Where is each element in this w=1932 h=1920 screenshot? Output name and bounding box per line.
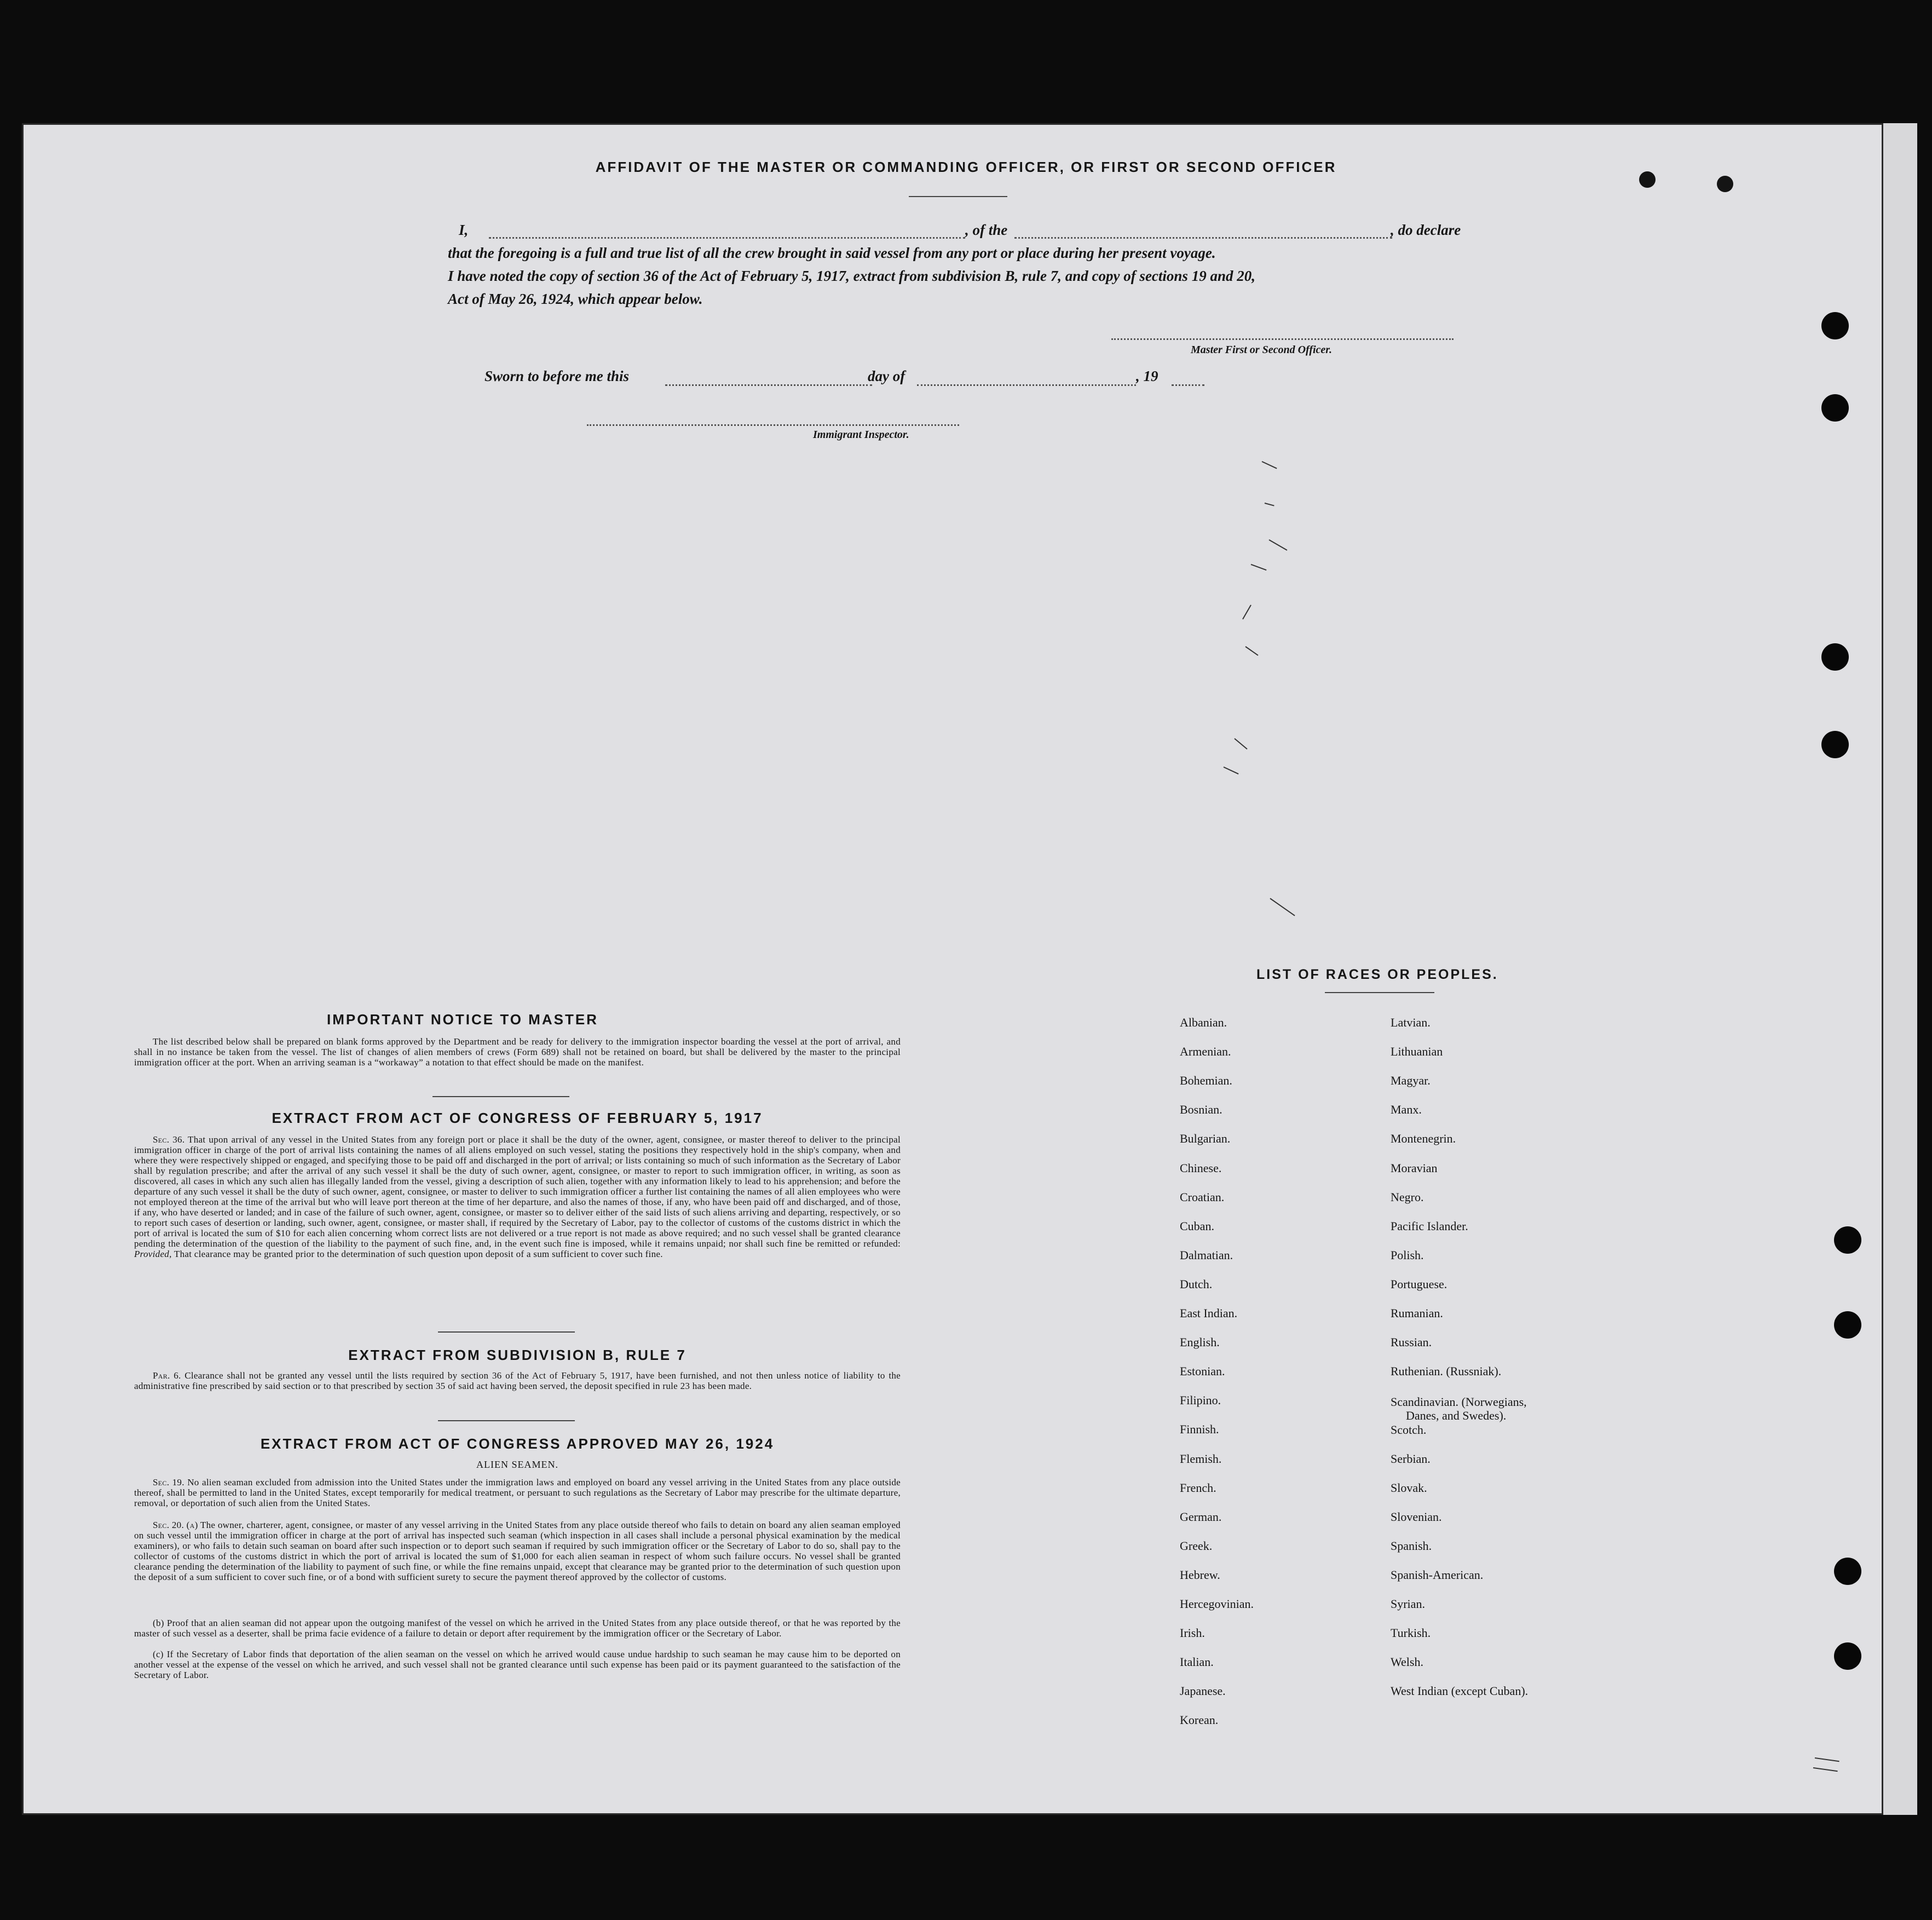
inspector-caption: Immigrant Inspector. bbox=[813, 429, 909, 441]
race-item: Cuban. bbox=[1180, 1219, 1214, 1233]
race-item: Turkish. bbox=[1391, 1626, 1431, 1640]
race-item: Bosnian. bbox=[1180, 1103, 1222, 1116]
notice-text: The list described below shall be prepared on blank forms approved by the Department and be ready for delivery to the immigration inspector boarding the vessel at the port of arrival, and shall in no instance be taken from the vessel. The list of changes of alien members of crews (Form 689) shall not be retained on board, but shall be delivered by the master to the principal immigration officer at the port. When an arriving seaman is a “workaway” a notation to that effect should be made on the manifest. bbox=[134, 1036, 901, 1068]
sec-20a-text bbox=[134, 1520, 901, 1582]
race-item: Japanese. bbox=[1180, 1684, 1226, 1698]
race-item: Montenegrin. bbox=[1391, 1132, 1456, 1145]
race-item: Portuguese. bbox=[1391, 1277, 1447, 1291]
sworn-year-field[interactable] bbox=[1172, 384, 1204, 386]
extract-1917-title: EXTRACT FROM ACT OF CONGRESS OF FEBRUARY 5, 1917 bbox=[272, 1110, 763, 1126]
title-rule bbox=[909, 196, 1007, 197]
sec-20c-text: (c) If the Secretary of Labor finds that deportation of the alien seaman on the vessel on which he arrived would cause undue hardship to such seaman he may cause him to be deported on another vessel at the expense of the vessel on which he arrived, and such vessel shall not be granted clearance until such expense has been paid or its payment guaranteed to the satisfaction of the Secretary of Labor. bbox=[134, 1649, 901, 1680]
punch-hole bbox=[1717, 176, 1733, 192]
race-item: Syrian. bbox=[1391, 1597, 1425, 1611]
sworn-date-field[interactable] bbox=[665, 384, 872, 386]
race-item: Lithuanian bbox=[1391, 1045, 1443, 1058]
section-label: Sec. 20. (a) bbox=[153, 1520, 198, 1530]
section-body: The owner, charterer, agent, consignee, or master of any vessel arriving in the United States from any place outside thereof who fails to detain on board any alien seaman employed on such vessel until the immigration officer in charge at the port of arrival has inspected such seaman (which inspection in all cases shall include a personal physical examination by the medical examiners), or who fails to detain such seaman on board after such inspection or to deport such seaman if required by such immigration officer or the Secretary of Labor to do so, shall pay to the collector of customs of the customs district in which the port of arrival is located the sum of $1,000 for each alien seaman in respect of whom such failure occurs. No vessel shall be granted clearance pending the determination of the liability to payment of such fine, or while the fine remains unpaid, except that clearance may be granted prior to the determination of such question upon the deposit of a sum sufficient to cover such fine, or of a bond with sufficient surety to secure the payment thereof approved by the collector of customs. bbox=[134, 1520, 901, 1582]
race-item: East Indian. bbox=[1180, 1306, 1238, 1320]
race-item: Chinese. bbox=[1180, 1161, 1222, 1175]
section-rule bbox=[432, 1096, 569, 1097]
rule-7-title: EXTRACT FROM SUBDIVISION B, RULE 7 bbox=[348, 1347, 687, 1363]
notice-title: IMPORTANT NOTICE TO MASTER bbox=[327, 1011, 598, 1028]
punch-hole bbox=[1821, 394, 1849, 422]
race-item: Russian. bbox=[1391, 1335, 1432, 1349]
race-item: Hebrew. bbox=[1180, 1568, 1220, 1582]
race-item: Dutch. bbox=[1180, 1277, 1213, 1291]
punch-hole bbox=[1821, 643, 1849, 671]
section-body-end: That clearance may be granted prior to the determination of such question upon deposit of a sum sufficient to cover such fine. bbox=[174, 1249, 663, 1259]
section-body: That upon arrival of any vessel in the United States from any foreign port or place it shall be the duty of the owner, agent, consignee, or master thereof to deliver to the principal immigration officer in charge of the port of arrival lists containing the names of all aliens employed on such vessel, stating the positions they respectively hold in the ship's company, when and where they were respectively shipped or engaged, and specifying those to be paid off and discharged in the port of arrival; or lists containing so much of such information as the Secretary of Labor shall by regulation prescribe; and after the arrival of any such vessel it shall be the duty of such owner, agent, consignee, or master to report to such immigration officer, in writing, as soon as discovered, all cases in which any such alien has illegally landed from the vessel, giving a description of such alien, together with any information likely to lead to his apprehension; and before the departure of any such vessel it shall be the duty of such owner, agent, consignee, or master to deliver to such immigration officer a further list containing the names of all alien employees who were not employed thereon at the time of the arrival but who will leave port thereon at the time of her departure, and also the names of those, if any, who have been paid off and discharged, and of those, if any, who have deserted or landed; and in case of the failure of such owner, agent, consignee, or master so to deliver either of the said lists of such aliens arriving and departing, respectively, or so to report such cases of desertion or landing, such owner, agent, consignee, or master shall, if required by the Secretary of Labor, pay to the collector of customs of the customs district in which the port of arrival is located the sum of $10 for each alien concerning whom correct lists are not delivered or a true report is not made as above required; and no such vessel shall be granted clearance pending the determination of the question of the liability to the payment of such fine, and, in the event such fine is imposed, while it remains unpaid; nor shall such fine be remitted or refunded: bbox=[134, 1134, 901, 1249]
affidavit-title: AFFIDAVIT OF THE MASTER OR COMMANDING OFFICER, OR FIRST OR SECOND OFFICER bbox=[595, 159, 1337, 175]
name-field[interactable] bbox=[489, 237, 965, 239]
signature-line[interactable] bbox=[1111, 338, 1454, 340]
race-item: Hercegovinian. bbox=[1180, 1597, 1254, 1611]
race-item: Finnish. bbox=[1180, 1422, 1219, 1436]
vessel-field[interactable] bbox=[1014, 237, 1392, 239]
declaration-line-3: I have noted the copy of section 36 of the Act of February 5, 1917, extract from subdivision B, rule 7, and copy of sections 19 and 20, bbox=[448, 268, 1255, 284]
race-item: Albanian. bbox=[1180, 1016, 1227, 1029]
races-title: LIST OF RACES OR PEOPLES. bbox=[1256, 967, 1498, 982]
race-item: Magyar. bbox=[1391, 1074, 1431, 1087]
section-label: Sec. 19. bbox=[153, 1477, 184, 1487]
race-item: Danes, and Swedes). bbox=[1406, 1409, 1507, 1422]
race-item: Greek. bbox=[1180, 1539, 1213, 1553]
race-item: Rumanian. bbox=[1391, 1306, 1443, 1320]
sec-19-text bbox=[134, 1477, 901, 1508]
declaration-line-2: that the foregoing is a full and true list of all the crew brought in said vessel from any port or place during her present voyage. bbox=[448, 245, 1216, 261]
declaration-line-1 bbox=[448, 222, 1510, 241]
declaration-i: I, bbox=[459, 222, 469, 238]
race-item: Scotch. bbox=[1391, 1423, 1427, 1437]
declaration-line-4: Act of May 26, 1924, which appear below. bbox=[448, 291, 703, 307]
sec-20b-text: (b) Proof that an alien seaman did not appear upon the outgoing manifest of the vessel on which he arrived in the United States from any place outside thereof, or that he was reported by the master of such vessel as a deserter, shall be prima facie evidence of a failure to detain or deport after requirement by the immigration officer or the Secretary of Labor. bbox=[134, 1618, 901, 1639]
provided-label: Provided, bbox=[134, 1249, 172, 1259]
declaration-do-declare: , do declare bbox=[1391, 222, 1461, 238]
sworn-month-field[interactable] bbox=[917, 384, 1136, 386]
alien-seamen-subtitle: ALIEN SEAMEN. bbox=[476, 1459, 558, 1470]
sworn-prefix: Sworn to before me this bbox=[485, 368, 630, 384]
extract-1917-text bbox=[134, 1134, 901, 1259]
race-item: Italian. bbox=[1180, 1655, 1214, 1669]
race-item: Filipino. bbox=[1180, 1393, 1221, 1407]
race-item: Slovenian. bbox=[1391, 1510, 1442, 1524]
extract-1924-title: EXTRACT FROM ACT OF CONGRESS APPROVED MAY 26, 1924 bbox=[260, 1435, 775, 1452]
race-item: Bulgarian. bbox=[1180, 1132, 1231, 1145]
race-item: Polish. bbox=[1391, 1248, 1424, 1262]
race-item: Spanish. bbox=[1391, 1539, 1432, 1553]
race-item: Welsh. bbox=[1391, 1655, 1423, 1669]
punch-hole bbox=[1834, 1558, 1861, 1585]
race-item: Pacific Islander. bbox=[1391, 1219, 1468, 1233]
race-item: Ruthenian. (Russniak). bbox=[1391, 1364, 1502, 1378]
punch-hole bbox=[1834, 1642, 1861, 1670]
race-item: Slovak. bbox=[1391, 1481, 1427, 1495]
race-item: French. bbox=[1180, 1481, 1216, 1495]
race-item: Manx. bbox=[1391, 1103, 1422, 1116]
section-label: Sec. 36. bbox=[153, 1134, 185, 1145]
race-item: English. bbox=[1180, 1335, 1220, 1349]
race-item: Dalmatian. bbox=[1180, 1248, 1233, 1262]
punch-hole bbox=[1821, 312, 1849, 339]
punch-hole bbox=[1834, 1226, 1861, 1254]
races-title-rule bbox=[1325, 992, 1434, 993]
race-item: Estonian. bbox=[1180, 1364, 1225, 1378]
race-item: Irish. bbox=[1180, 1626, 1205, 1640]
signature-caption: Master First or Second Officer. bbox=[1191, 344, 1332, 356]
punch-hole bbox=[1834, 1311, 1861, 1339]
race-item: Spanish-American. bbox=[1391, 1568, 1484, 1582]
race-item: Flemish. bbox=[1180, 1452, 1222, 1466]
section-body: No alien seaman excluded from admission into the United States under the immigration laws and employed on board any vessel arriving in the United States from any place outside thereof, shall be permitted to land in the United States, except temporarily for medical treatment, or persuant to such regulations as the Secretary of Labor may prescribe for the ultimate departure, removal, or deportation of such alien from the United States. bbox=[134, 1477, 901, 1508]
paragraph-body: Clearance shall not be granted any vessel until the lists required by section 36 of the Act of February 5, 1917, have been furnished, and not then unless notice of liability to the administrative fine prescribed by said section or to that prescribed by section 35 of said act having been served, the deposit specified in rule 23 has been made. bbox=[134, 1370, 901, 1391]
race-item: German. bbox=[1180, 1510, 1222, 1524]
race-item: Armenian. bbox=[1180, 1045, 1231, 1058]
sworn-line bbox=[485, 368, 1218, 390]
race-item: Moravian bbox=[1391, 1161, 1438, 1175]
declaration-of-the: , of the bbox=[965, 222, 1008, 238]
sworn-year: , 19 bbox=[1136, 368, 1158, 384]
race-item: Korean. bbox=[1180, 1713, 1219, 1727]
paragraph-label: Par. 6. bbox=[153, 1370, 181, 1381]
race-item: Bohemian. bbox=[1180, 1074, 1232, 1087]
punch-hole bbox=[1821, 731, 1849, 758]
rule-7-text bbox=[134, 1370, 901, 1391]
race-item: Serbian. bbox=[1391, 1452, 1431, 1466]
race-item: Negro. bbox=[1391, 1190, 1424, 1204]
inspector-signature-line[interactable] bbox=[587, 424, 959, 426]
binder-edge bbox=[1883, 123, 1917, 1815]
sworn-day-of: day of bbox=[868, 368, 906, 384]
section-rule bbox=[438, 1420, 575, 1421]
race-item: Scandinavian. (Norwegians, bbox=[1391, 1395, 1527, 1409]
race-item: Latvian. bbox=[1391, 1016, 1431, 1029]
race-item: West Indian (except Cuban). bbox=[1391, 1684, 1529, 1698]
section-rule bbox=[438, 1331, 575, 1333]
race-item: Croatian. bbox=[1180, 1190, 1225, 1204]
